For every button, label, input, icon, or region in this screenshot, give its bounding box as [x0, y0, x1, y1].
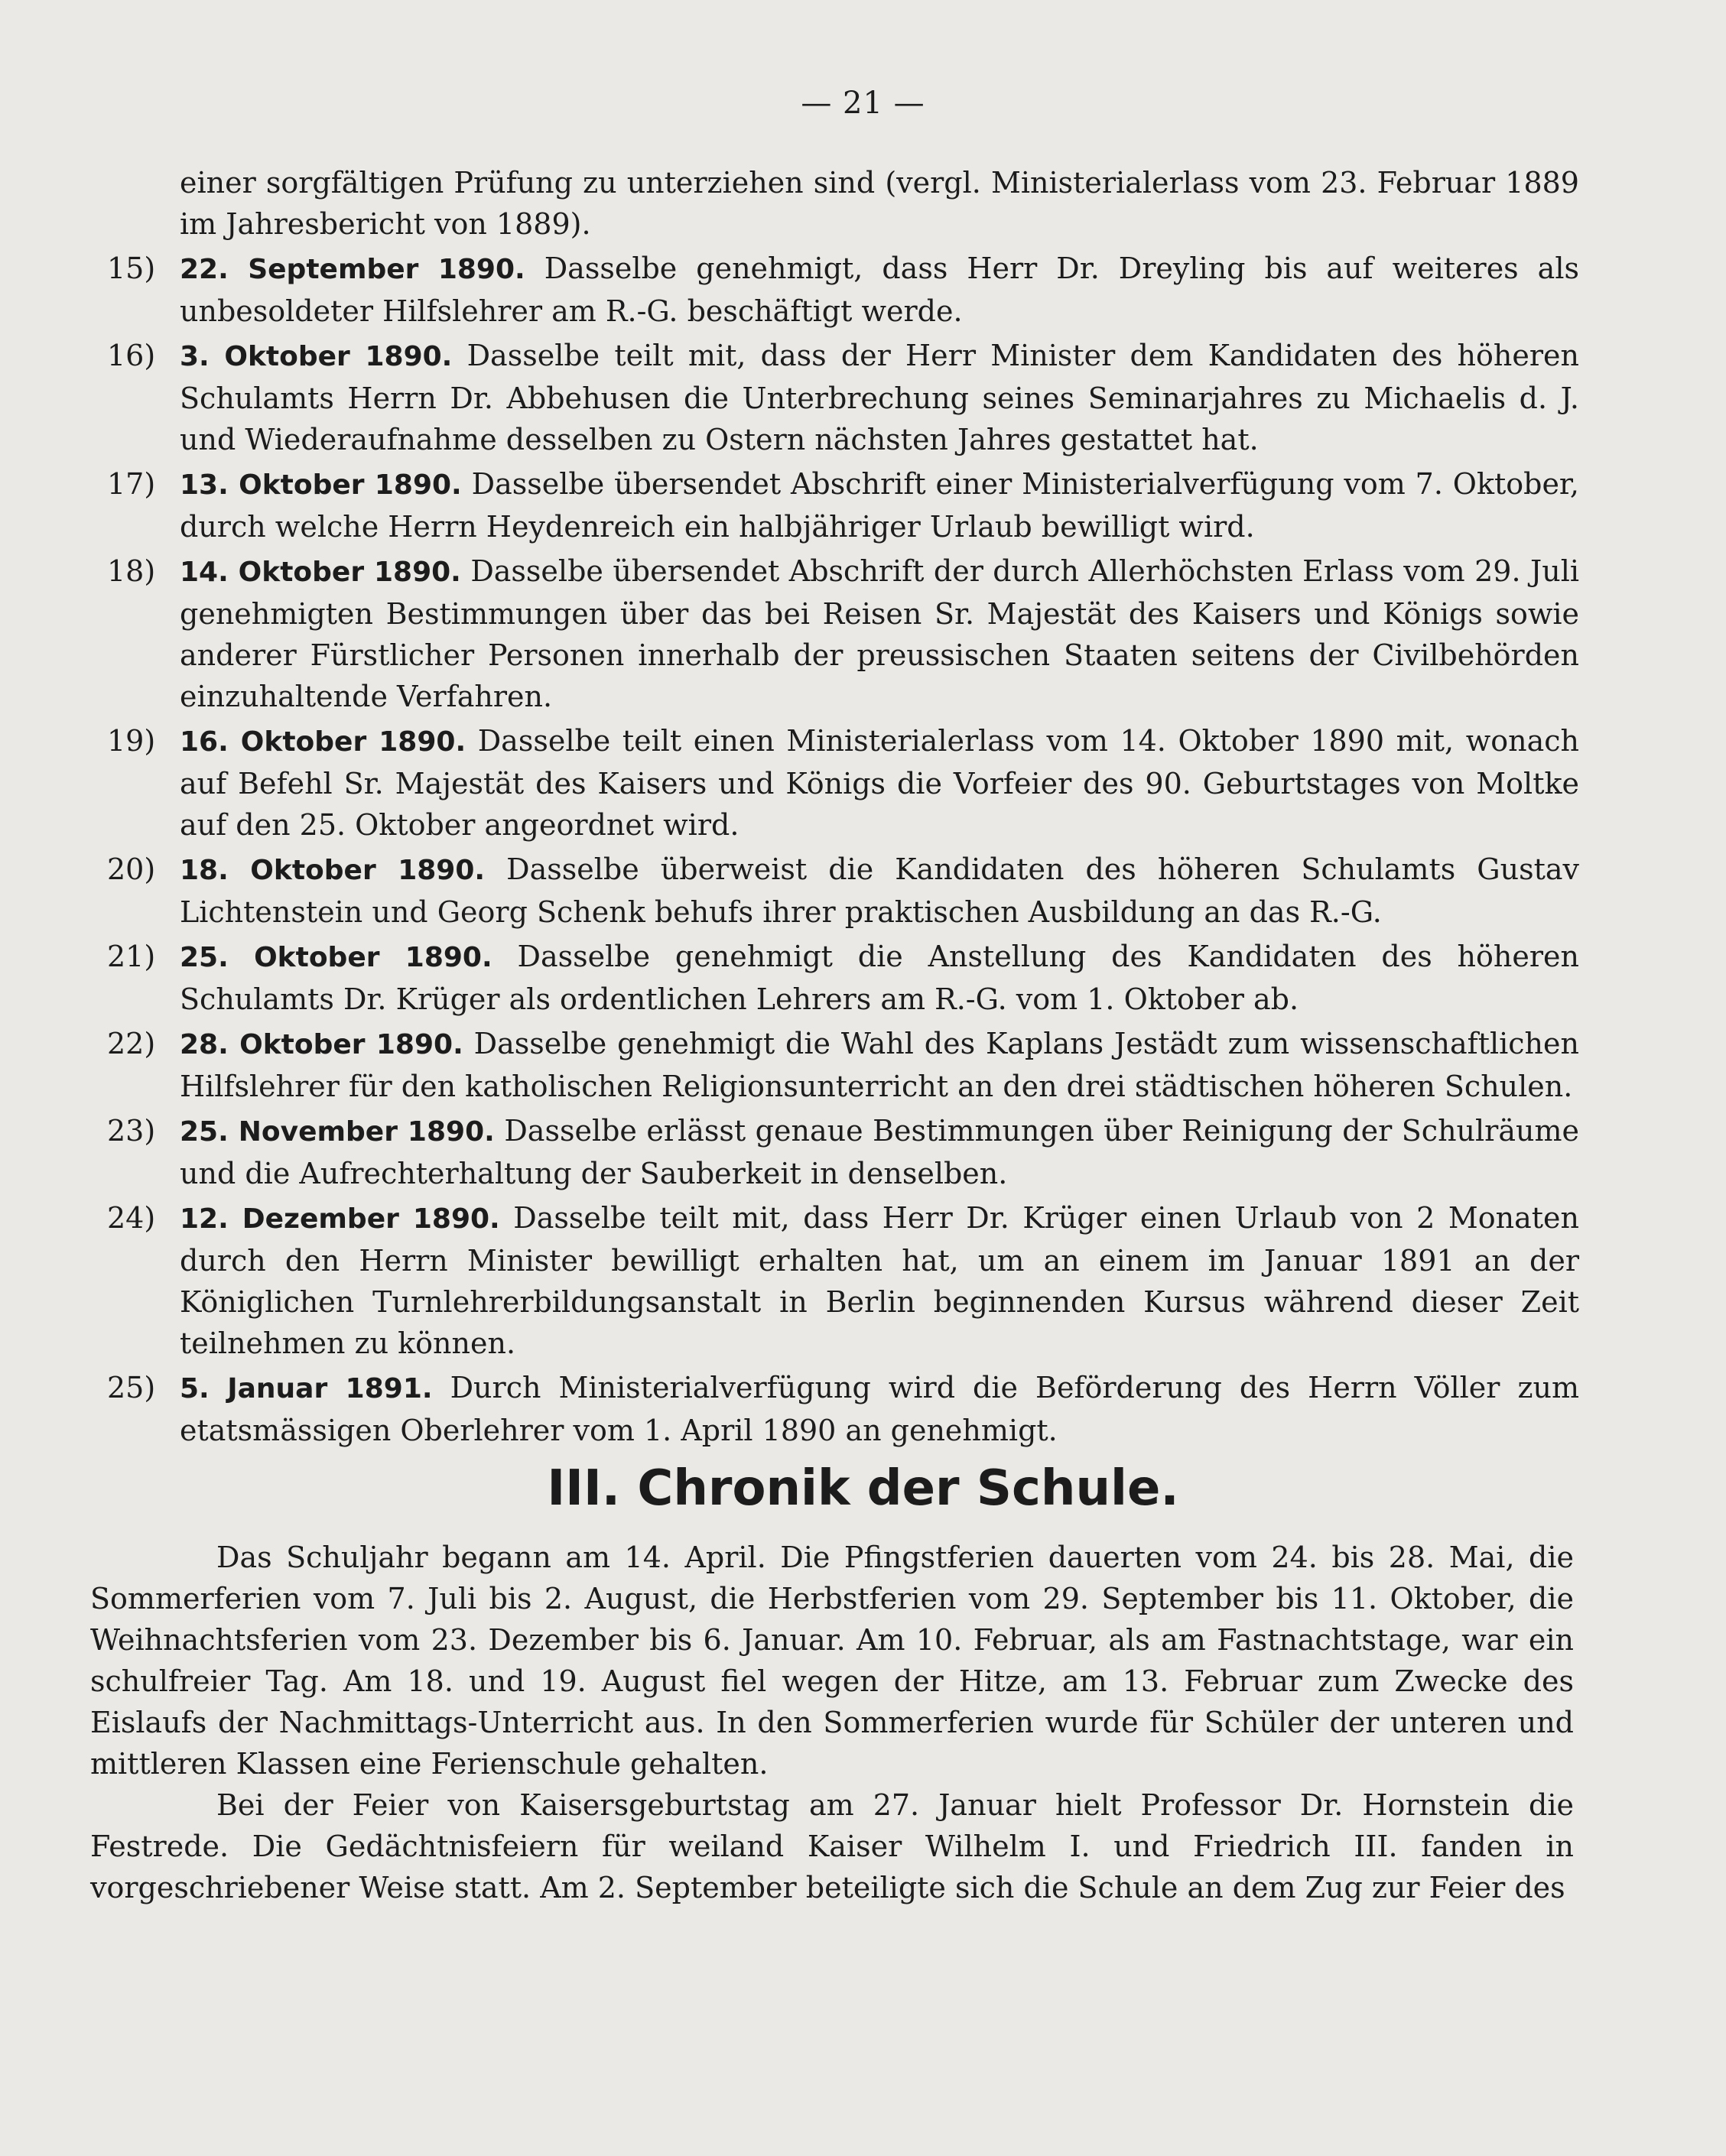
decree-entry: [107, 936, 1579, 1020]
entry-number: 23): [107, 1114, 156, 1148]
entry-number: 22): [107, 1027, 156, 1060]
decree-entry: [107, 1367, 1579, 1451]
entry-text: Dasselbe erlässt genaue Bestimmungen über Reinigung der Schulräume und die Aufrechterhaltung der Sauberkeit in denselben.: [180, 1114, 1579, 1190]
decree-entry: [107, 335, 1579, 460]
page-number: — 21 —: [801, 86, 925, 121]
entry-date: 28. Oktober 1890.: [180, 1029, 463, 1060]
entry-number: 24): [107, 1201, 156, 1235]
entry-number: 25): [107, 1371, 156, 1404]
entry-date: 22. September 1890.: [180, 254, 525, 285]
entry-body: [180, 1023, 1579, 1107]
decree-entry: [107, 720, 1579, 846]
entry-text: Dasselbe übersendet Abschrift einer Ministerialverfügung vom 7. Oktober, durch welche Herrn Heydenreich ein halbjähriger Urlaub bewilligt wird.: [180, 467, 1579, 544]
entry-date: 16. Oktober 1890.: [180, 726, 466, 758]
entry-text: Dasselbe überweist die Kandidaten des höheren Schulamts Gustav Lichtenstein und Georg Schenk behufs ihrer praktischen Ausbildung an das R.-G.: [180, 852, 1579, 929]
entry-body: [180, 463, 1579, 547]
entry-body: [180, 849, 1579, 933]
entry-body: [180, 1367, 1579, 1451]
entry-number: 19): [107, 724, 156, 758]
entry-date: 14. Oktober 1890.: [180, 557, 461, 588]
entry-text: Dasselbe teilt mit, dass Herr Dr. Krüger einen Urlaub von 2 Monaten durch den Herrn Minister bewilligt erhalten hat, um an einem im Januar 1891 an der Königlichen Turnlehrerbildungsanstalt in Berlin beginnenden Kursus während dieser Zeit teilnehmen zu können.: [180, 1201, 1579, 1360]
entry-date: 13. Oktober 1890.: [180, 469, 462, 501]
entry-text: Dasselbe genehmigt die Wahl des Kaplans Jestädt zum wissenschaftlichen Hilfslehrer für den katholischen Religionsunterricht an den drei städtischen höheren Schulen.: [180, 1027, 1579, 1103]
decree-entry: [107, 1197, 1579, 1364]
chronik-paragraph: Das Schuljahr begann am 14. April. Die Pfingstferien dauerten vom 24. bis 28. Mai, die Sommerferien vom 7. Juli bis 2. August, die Herbstferien vom 29. September bis 11. Oktober, die Weihnachtsferien vom 23. Dezember bis 6. Januar. Am 10. Februar, als am Fastnachtstage, war ein schulfreier Tag. Am 18. und 19. August fiel wegen der Hitze, am 13. Februar zum Zwecke des Eislaufs der Nachmittags-Unterricht aus. In den Sommerferien wurde für Schüler der unteren und mittleren Klassen eine Ferienschule gehalten.: [90, 1541, 1574, 1781]
decree-entry: [107, 849, 1579, 933]
entry-number: 15): [107, 252, 156, 285]
entry-text: Dasselbe übersendet Abschrift der durch Allerhöchsten Erlass vom 29. Juli genehmigten Bestimmungen über das bei Reisen Sr. Majestät des Kaisers und Königs sowie anderer Fürstlicher Personen innerhalb der preussischen Staaten seitens der Civilbehörden einzuhaltende Verfahren.: [180, 554, 1579, 713]
entry-date: 12. Dezember 1890.: [180, 1203, 500, 1235]
entry-body: [180, 1197, 1579, 1364]
decree-list: [107, 162, 1579, 1454]
entry-date: 18. Oktober 1890.: [180, 855, 486, 886]
entry-number: 17): [107, 467, 156, 501]
decree-entry: [107, 463, 1579, 547]
chronik-body: [90, 1537, 1574, 1908]
entry-text: Dasselbe teilt einen Ministerialerlass vom 14. Oktober 1890 mit, wonach auf Befehl Sr. Majestät des Kaisers und Königs die Vorfeier des 90. Geburtstages von Moltke auf den 25. Oktober angeordnet wird.: [180, 724, 1579, 842]
entry-number: 16): [107, 339, 156, 372]
entry-date: 25. Oktober 1890.: [180, 942, 492, 973]
decree-entry: [107, 550, 1579, 717]
entry-number: 20): [107, 852, 156, 886]
entry-date: 5. Januar 1891.: [180, 1373, 433, 1404]
decree-entry: [107, 1110, 1579, 1194]
entry-number: 18): [107, 554, 156, 588]
entry-body: [180, 335, 1579, 460]
entry-text: Dasselbe genehmigt, dass Herr Dr. Dreyling bis auf weiteres als unbesoldeter Hilfslehrer am R.-G. beschäftigt werde.: [180, 252, 1579, 328]
chronik-paragraph: Bei der Feier von Kaisersgeburtstag am 27. Januar hielt Professor Dr. Hornstein die Festrede. Die Gedächtnisfeiern für weiland Kaiser Wilhelm I. und Friedrich III. fanden in vorgeschriebener Weise statt. Am 2. September beteiligte sich die Schule an dem Zug zur Feier des: [90, 1788, 1574, 1904]
entry-date: 25. November 1890.: [180, 1116, 495, 1148]
entry-text: Durch Ministerialverfügung wird die Beförderung des Herrn Völler zum etatsmässigen Oberlehrer vom 1. April 1890 an genehmigt.: [180, 1371, 1579, 1447]
entry-number: 21): [107, 940, 156, 973]
entry-body: [180, 550, 1579, 717]
entry-text: Dasselbe genehmigt die Anstellung des Kandidaten des höheren Schulamts Dr. Krüger als ordentlichen Lehrers am R.-G. vom 1. Oktober ab.: [180, 940, 1579, 1016]
entry-body: [180, 248, 1579, 332]
entry-body: [180, 936, 1579, 1020]
decree-entry: [107, 248, 1579, 332]
entry-body: [180, 720, 1579, 846]
decree-entry: [107, 1023, 1579, 1107]
entry-date: 3. Oktober 1890.: [180, 341, 453, 372]
entry-text: Dasselbe teilt mit, dass der Herr Minister dem Kandidaten des höheren Schulamts Herrn Dr. Abbehusen die Unterbrechung seines Seminarjahres zu Michaelis d. J. und Wiederaufnahme desselben zu Ostern nächsten Jahres gestattet hat.: [180, 339, 1579, 456]
entry-body: [180, 1110, 1579, 1194]
section-heading: III. Chronik der Schule.: [547, 1460, 1179, 1517]
continuation-text: einer sorgfältigen Prüfung zu unterziehen sind (vergl. Ministerialerlass vom 23. Februar 1889 im Jahresbericht von 1889).: [180, 166, 1579, 241]
